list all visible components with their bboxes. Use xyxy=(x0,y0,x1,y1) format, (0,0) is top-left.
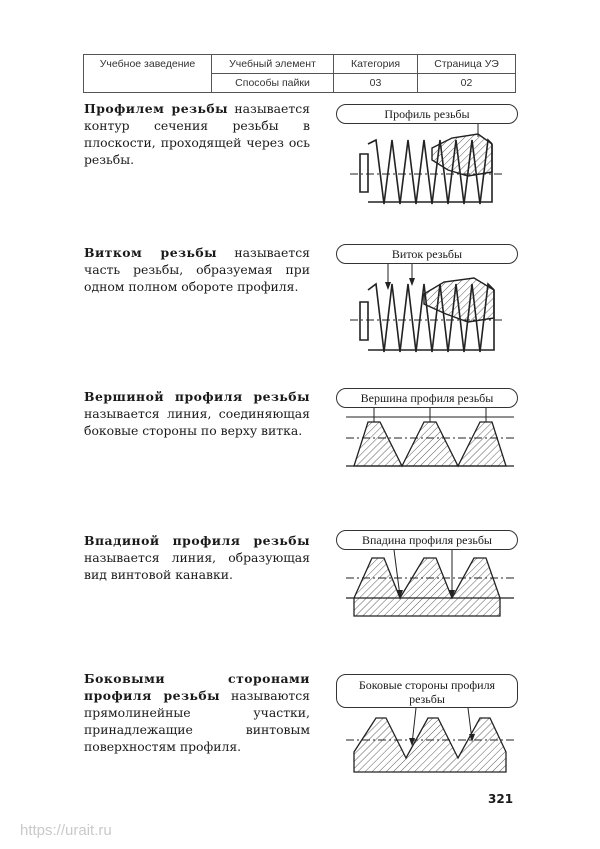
header-category-value: 03 xyxy=(334,74,418,93)
definition-text: называется линия, соединяющая боковые стороны по верху витка. xyxy=(84,406,310,438)
figure-label: Вершина профиля резьбы xyxy=(336,388,518,408)
figure-profile-flanks xyxy=(328,674,520,784)
term: Боковыми сторонами профиля резьбы xyxy=(84,671,310,703)
figure-thread-turn xyxy=(328,244,520,364)
figure-profile-crest xyxy=(328,388,520,488)
definition-profile-flanks xyxy=(84,670,310,755)
header-category-label: Категория xyxy=(334,55,418,74)
page-number: 321 xyxy=(488,792,514,806)
definition-text: называется контур сечения резьбы в плоскости, проходящей через ось резьбы. xyxy=(84,101,310,167)
header-page-value: 02 xyxy=(418,74,516,93)
header-element-label: Учебный элемент xyxy=(212,55,334,74)
term: Впадиной профиля резьбы xyxy=(84,533,310,548)
header-table xyxy=(83,54,516,93)
definition-thread-turn xyxy=(84,244,310,295)
definition-text: называется часть резьбы, образуемая при одном полном обороте профиля. xyxy=(84,245,310,294)
definition-text: называется линия, образующая вид винтовой канавки. xyxy=(84,550,310,582)
header-element-value: Способы пайки xyxy=(212,74,334,93)
figure-label: Профиль резьбы xyxy=(336,104,518,124)
watermark: https://urait.ru xyxy=(20,822,112,839)
definition-text: называются прямолинейные участки, принадлежащие винтовым поверхностям профиля. xyxy=(84,688,310,754)
bolt-turn-drawing xyxy=(328,244,520,364)
term: Вершиной профиля резьбы xyxy=(84,389,310,404)
figure-label: Впадина профиля резьбы xyxy=(336,530,518,550)
term: Витком резьбы xyxy=(84,245,218,260)
root-drawing xyxy=(328,530,520,630)
definition-profile-root xyxy=(84,532,310,583)
definition-profile-crest xyxy=(84,388,310,439)
crest-drawing xyxy=(328,388,520,488)
flanks-drawing xyxy=(328,674,520,784)
bolt-profile-drawing xyxy=(328,104,520,214)
header-page-label: Страница УЭ xyxy=(418,55,516,74)
header-school-cell: Учебное заведение xyxy=(84,55,212,93)
term: Профилем резьбы xyxy=(84,101,229,116)
figure-label: Виток резьбы xyxy=(336,244,518,264)
figure-thread-profile xyxy=(328,104,520,214)
definition-thread-profile xyxy=(84,100,310,168)
figure-label: Боковые стороны профиля резьбы xyxy=(336,674,518,708)
figure-profile-root xyxy=(328,530,520,630)
